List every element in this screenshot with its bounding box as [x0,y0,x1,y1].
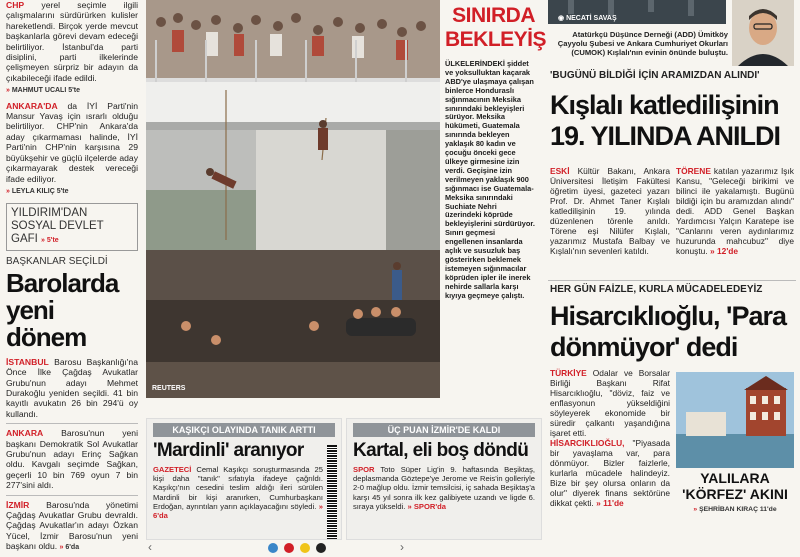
yildirim-teaser[interactable]: YILDIRIM'DAN SOSYAL DEVLET GAFI » 5'te [6,203,138,251]
chp-paragraph: CHP yerel seçimle ilgili çalışmalarını sürdürürken kulisler hareketlendi. Birçok yerde mevcut başkanlarla görevi devam edeceği belirtiliyor. İstanbul'da parti disiplini, parti ilkelerinde çelişmeyen sürpriz bir adayın da çıkabileceği ifade edildi. [6,0,138,83]
kislali-photo-strip [548,0,726,24]
kartal-text: SPOR Toto Süper Lig'in 9. haftasında Beşiktaş, deplasmanda Göztepe'ye Jerome ve Reis'in golleriyle 2-0 mağlup oldu. İzmir temsilcisi, iç sahada Beşiktaş'a karşı 45 yıl sonra ilk kez galibiyete uzandı ve ligde 6. sıraya yükseldi. » SPOR'da [353,465,535,511]
border-story-text: ÜLKELERİNDEKİ şiddet ve yoksulluktan kaçarak ABD'ye ulaşmaya çalışan binlerce Honduraslı sığınmacının Meksika sınırındaki bekleyişleri sürüyor. Meksika hükümeti, Guatemala sınırında bekleyen yaklaşık 80 kadın ve çocuğu önceki gece ülkeye girmesine izin verdi. Geçişine izin verilmeyen yaklaşık 900 sığınmacı ise Guatemala-Meksika sınırındaki Suchiate Nehri üzerindeki köprüde bekleyişlerini sürdürüyor. Sınırı geçmesi engellenen insanlarda açlık ve susuzluk baş gösterirken beklemek istemeyen sığınmacılar köprüden ipler ile inerek nehirde sallarla karşı kıyıya geçmeye çalıştı. [445,59,535,300]
byline-kilic: » LEYLA KILIÇ 5'te [6,187,69,195]
kislali-headline[interactable]: Kışlalı katledilişinin 19. YILINDA ANILDI [550,90,781,151]
left-column [6,0,138,552]
bottom-stories [146,418,542,540]
yali-teaser[interactable] [676,470,794,513]
ankara-baro-paragraph: ANKARA Barosu'nun yeni başkanı Demokratik Sol Avukatlar Grubu'nun adayı Erinç Sağkan oldu. Kavgalı seçimde Sağkan, geçerli 10 bin 769 oyun 7 bin 277'sini aldı. [6,428,138,491]
hisarciklioglu-kicker: HER GÜN FAİZLE, KURLA MÜCADELEDEYİZ [550,284,763,295]
kartal-story[interactable] [346,418,542,540]
sinirda-headline[interactable]: SINIRDA BEKLEYİŞ [445,4,547,51]
dot-red[interactable] [284,543,294,553]
yali-byline: » ŞEHRİBAN KIRAÇ 11'de [693,506,777,513]
kasikci-headline[interactable]: 'Mardinli' aranıyor [153,440,304,461]
photo-credit: REUTERS [152,385,186,392]
kislali-text-1: ESKİ Kültür Bakanı, Ankara Üniversitesi İletişim Fakültesi öğretim üyesi, gazeteci yazarı Prof. Dr. Ahmet Taner Kışlalı katledilişinin 19. yılında düzenlenen törenle anıldı. Törene eşi Nilüfer Kışlalı, yazarımız Mustafa Balbay ve Kışlalı'nın sevenleri katıldı. [550,166,670,256]
kasikci-kicker: KAŞIKÇI OLAYINDA TANIK ARTTI [153,423,335,437]
kartal-kicker: ÜÇ PUAN İZMİR'DE KALDI [353,423,535,437]
border-bridge-photo[interactable] [146,0,440,398]
page-dots [268,543,326,553]
kislali-text-2: TÖRENE katılan yazarımız Işık Kansu, "Geleceği birikimi ve bilinci ile yakalamıştı. Bugünü bildiği için bu aramızdan alındı" dedi. ADD Genel Başkan Yardımcısı Yalçın Karatepe ise "Canlarını veren aydınlarımız huzurunda mahcubuz" diye konuştu. » 12'de [676,166,794,256]
add-caption: Atatürkçü Düşünce Derneği (ADD) Ümitköy Çayyolu Şubesi ve Ankara Cumhuriyet Okurları (CUMOK) Kışlalı'nın evinin önünde buluştu. [557,30,728,57]
author-necati: ◉ NECATİ SAVAŞ [558,15,617,22]
baro-kicker: BAŞKANLAR SEÇİLDİ [6,256,108,268]
dot-yellow[interactable] [300,543,310,553]
byline-ucali: » MAHMUT UCALI 5'te [6,87,81,95]
dot-blue[interactable] [268,543,278,553]
kislali-portrait [732,0,794,66]
istanbul-paragraph: İSTANBUL Barosu Başkanlığı'na Önce İlke Çağdaş Avukatlar Grubu'nun adayı Mehmet Durakoğlu yeniden seçildi. 41 bin kayıtlı avukatın 26 bin 294'ü oy kullandı. [6,356,138,419]
dot-black[interactable] [316,543,326,553]
right-column [548,0,796,540]
hisarciklioglu-headline[interactable]: Hisarcıklıoğlu, 'Para dönmüyor' dedi [550,301,787,362]
prev-page-arrow-icon[interactable]: ‹ [148,540,152,554]
hisarciklioglu-text: TÜRKİYE Odalar ve Borsalar Birliği Başkanı Rifat Hisarcıklıoğlu, "döviz, faiz ve enflasyonun yükseldiğini söyleyerek ekonomide bir süredir çalkantı yaşandığına işaret etti. HİSARCIKLIOĞLU, "Piyasada bir yavaşlama var, para dönmüyor. Bizler faizlerle, kurlarla mücadele halindeyiz. Bize bir şey olursa onların da olur" diyerek finans sektörüne dikkat çekti. » 11'de [550,368,670,508]
izmir-paragraph: İZMİR Barosu'nda yönetimi Çağdaş Avukatlar Grubu devraldı. Çağdaş Avukatlar'ın adayı Özkan Yücel, İzmir Barosu'nun yeni başkanı oldu. » 6'da [6,499,138,552]
yali-photo[interactable] [676,372,794,468]
kasikci-story[interactable] [146,418,342,540]
barcode [327,445,337,539]
baro-headline[interactable]: Barolarda yeni dönem [6,267,119,352]
kartal-headline[interactable]: Kartal, eli boş döndü [353,440,529,461]
next-page-arrow-icon[interactable]: › [400,540,404,554]
ankara-paragraph: ANKARA'DA da İYİ Parti'nin Mansur Yavaş için ısrarlı olduğu belirtiliyor. CHP'nin Ankara'da aday çıkarmaması halinde, İYİ Parti'nin CHP'nin karşısına 29 büyükşehir ve güçlü ilçelerde aday çıkarmayarak destek vereceği ifade ediliyor. [6,100,138,184]
border-story-sidebar [440,0,547,398]
yali-headline[interactable]: YALILARA 'KÖRFEZ' AKINI [682,470,788,502]
kislali-quote: 'BUGÜNÜ BİLDİĞİ İÇİN ARAMIZDAN ALINDI' [550,70,760,81]
kasikci-text: GAZETECİ Cemal Kaşıkçı soruşturmasında 25 kişi daha "tanık" sıfatıyla ifadeye çağrıldı. Kaşıkçı'nın cesedini teslim aldığı ileri sürülen Mardinli bir kişi aranırken, Cumhurbaşkanı Erdoğan, ayrıntıları yarın açıklayacağını söyledi. » 6'da [153,465,323,521]
